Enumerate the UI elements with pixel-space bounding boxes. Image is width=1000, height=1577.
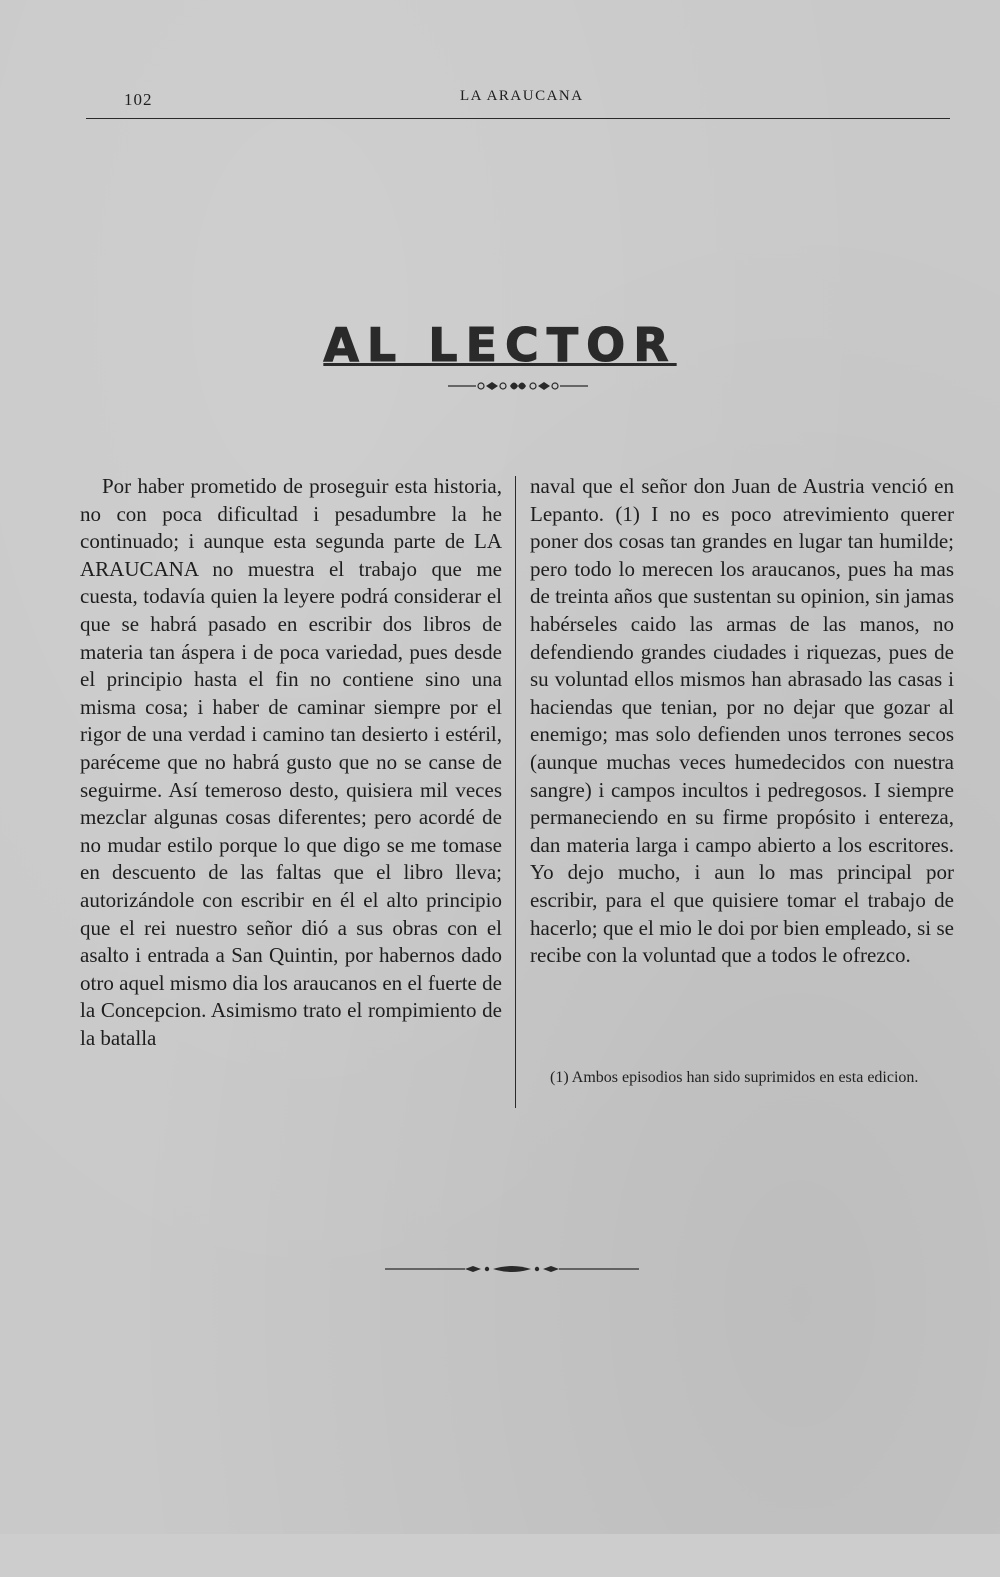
- running-title: LA ARAUCANA: [460, 88, 584, 104]
- header-rule: [86, 118, 950, 119]
- page-number: 102: [124, 90, 153, 109]
- right-column-text: naval que el señor don Juan de Austria venció en Lepanto. (1) I no es poco atrevimiento querer poner dos cosas tan grandes en lugar tan humilde; pero todo lo merecen los araucanos, pues ha mas de treinta años que sustentan su opinion, sin jamas habérseles caido las armas de las manos, no defendiendo grandes ciudades i riquezas, pues de su voluntad ellos mismos han abrasado las casas i haciendas que tenian, por no dejar que gozar al enemigo; mas solo defienden unos terrones secos (aunque muchas veces humedecidos con nuestra sangre) i campos incultos i pedregosos. I siempre permaneciendo en su firme propósito i entereza, dan materia larga i campo abierto a los escritores. Yo dejo mucho, i aun lo mas principal por escribir, para el que quisiere tomar el trabajo de hacerlo; que el mio le doi por bien empleado, si se recibe con la voluntad que a todos le ofrezco.: [530, 474, 955, 968]
- footnote: (1) Ambos episodios han sido suprimidos en esta edicion.: [550, 1069, 919, 1086]
- running-head: [86, 86, 950, 116]
- column-rule: [515, 476, 516, 1108]
- page-title: AL LECTOR: [323, 318, 677, 372]
- closing-rule-icon: [385, 1561, 639, 1575]
- fleuron-icon: [448, 376, 588, 396]
- left-column-text: Por haber prometido de proseguir esta historia, no con poca dificultad i pesadumbre la he continuado; i aunque esta segunda parte de LA ARAUCANA no muestra el trabajo que me cuesta, todavía quien la leyere podrá considerar el que se habrá pasado en escribir dos libros de materia tan áspera i de poca variedad, pues desde el principio hasta el fin no contiene sino una misma cosa; i haber de caminar siempre por el rigor de una verdad i camino tan desierto i estéril, paréceme que no habrá gusto que no se canse de seguirme. Así temeroso desto, quisiera mil veces mezclar algunas cosas diferentes; pero acordé de no mudar estilo porque lo que digo se me tomase en descuento de las faltas que el libro lleva; autorizándole con escribir en él el alto principio que el rei nuestro señor dió a sus obras con el asalto i entrada a San Quintin, por habernos dado otro aquel mismo dia los araucanos en el fuerte de la Concepcion. Asimismo trato el rompimiento de la batalla: [80, 474, 502, 1050]
- ornamental-rule-icon: [385, 1262, 639, 1276]
